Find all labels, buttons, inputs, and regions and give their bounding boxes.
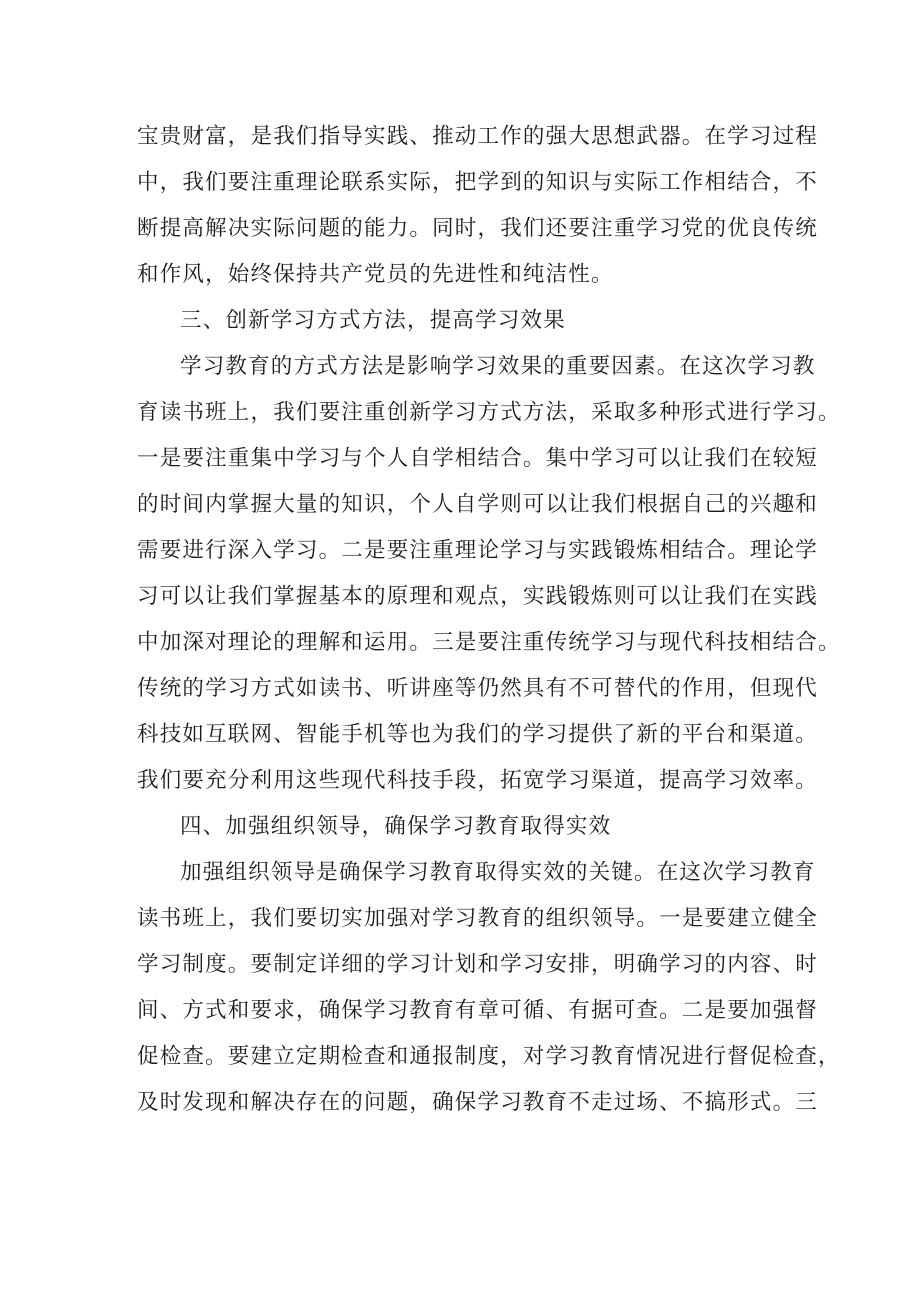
- text-line: 我们要充分利用这些现代科技手段，拓宽学习渠道，提高学习效率。: [137, 768, 819, 793]
- text-line: 中，我们要注重理论联系实际，把学到的知识与实际工作相结合，不: [137, 170, 819, 195]
- text-line: 读书班上，我们要切实加强对学习教育的组织领导。一是要建立健全: [137, 906, 819, 931]
- text-line: 学习教育的方式方法是影响学习效果的重要因素。在这次学习教: [180, 354, 816, 379]
- section-heading: 三、创新学习方式方法，提高学习效果: [180, 308, 566, 333]
- text-line: 中加深对理论的理解和运用。三是要注重传统学习与现代科技相结合。: [137, 630, 841, 655]
- text-line: 习可以让我们掌握基本的原理和观点，实践锻炼则可以让我们在实践: [137, 584, 819, 609]
- text-line: 育读书班上，我们要注重创新学习方式方法，采取多种形式进行学习。: [137, 400, 841, 425]
- text-line: 需要进行深入学习。二是要注重理论学习与实践锻炼相结合。理论学: [137, 538, 819, 563]
- text-line: 宝贵财富，是我们指导实践、推动工作的强大思想武器。在学习过程: [137, 124, 819, 149]
- text-line: 一是要注重集中学习与个人自学相结合。集中学习可以让我们在较短: [137, 446, 819, 471]
- text-line: 加强组织领导是确保学习教育取得实效的关键。在这次学习教育: [180, 860, 816, 885]
- section-heading: 四、加强组织领导，确保学习教育取得实效: [180, 814, 612, 839]
- text-line: 和作风，始终保持共产党员的先进性和纯洁性。: [137, 262, 614, 287]
- text-line: 传统的学习方式如读书、听讲座等仍然具有不可替代的作用，但现代: [137, 676, 819, 701]
- text-line: 科技如互联网、智能手机等也为我们的学习提供了新的平台和渠道。: [137, 722, 819, 747]
- text-line: 学习制度。要制定详细的学习计划和学习安排，明确学习的内容、时: [137, 952, 819, 977]
- text-line: 断提高解决实际问题的能力。同时，我们还要注重学习党的优良传统: [137, 216, 819, 241]
- text-line: 的时间内掌握大量的知识，个人自学则可以让我们根据自己的兴趣和: [137, 492, 819, 517]
- text-line: 促检查。要建立定期检查和通报制度，对学习教育情况进行督促检查，: [137, 1044, 841, 1069]
- text-line: 间、方式和要求，确保学习教育有章可循、有据可查。二是要加强督: [137, 998, 819, 1023]
- text-line: 及时发现和解决存在的问题，确保学习教育不走过场、不搞形式。三: [137, 1090, 819, 1115]
